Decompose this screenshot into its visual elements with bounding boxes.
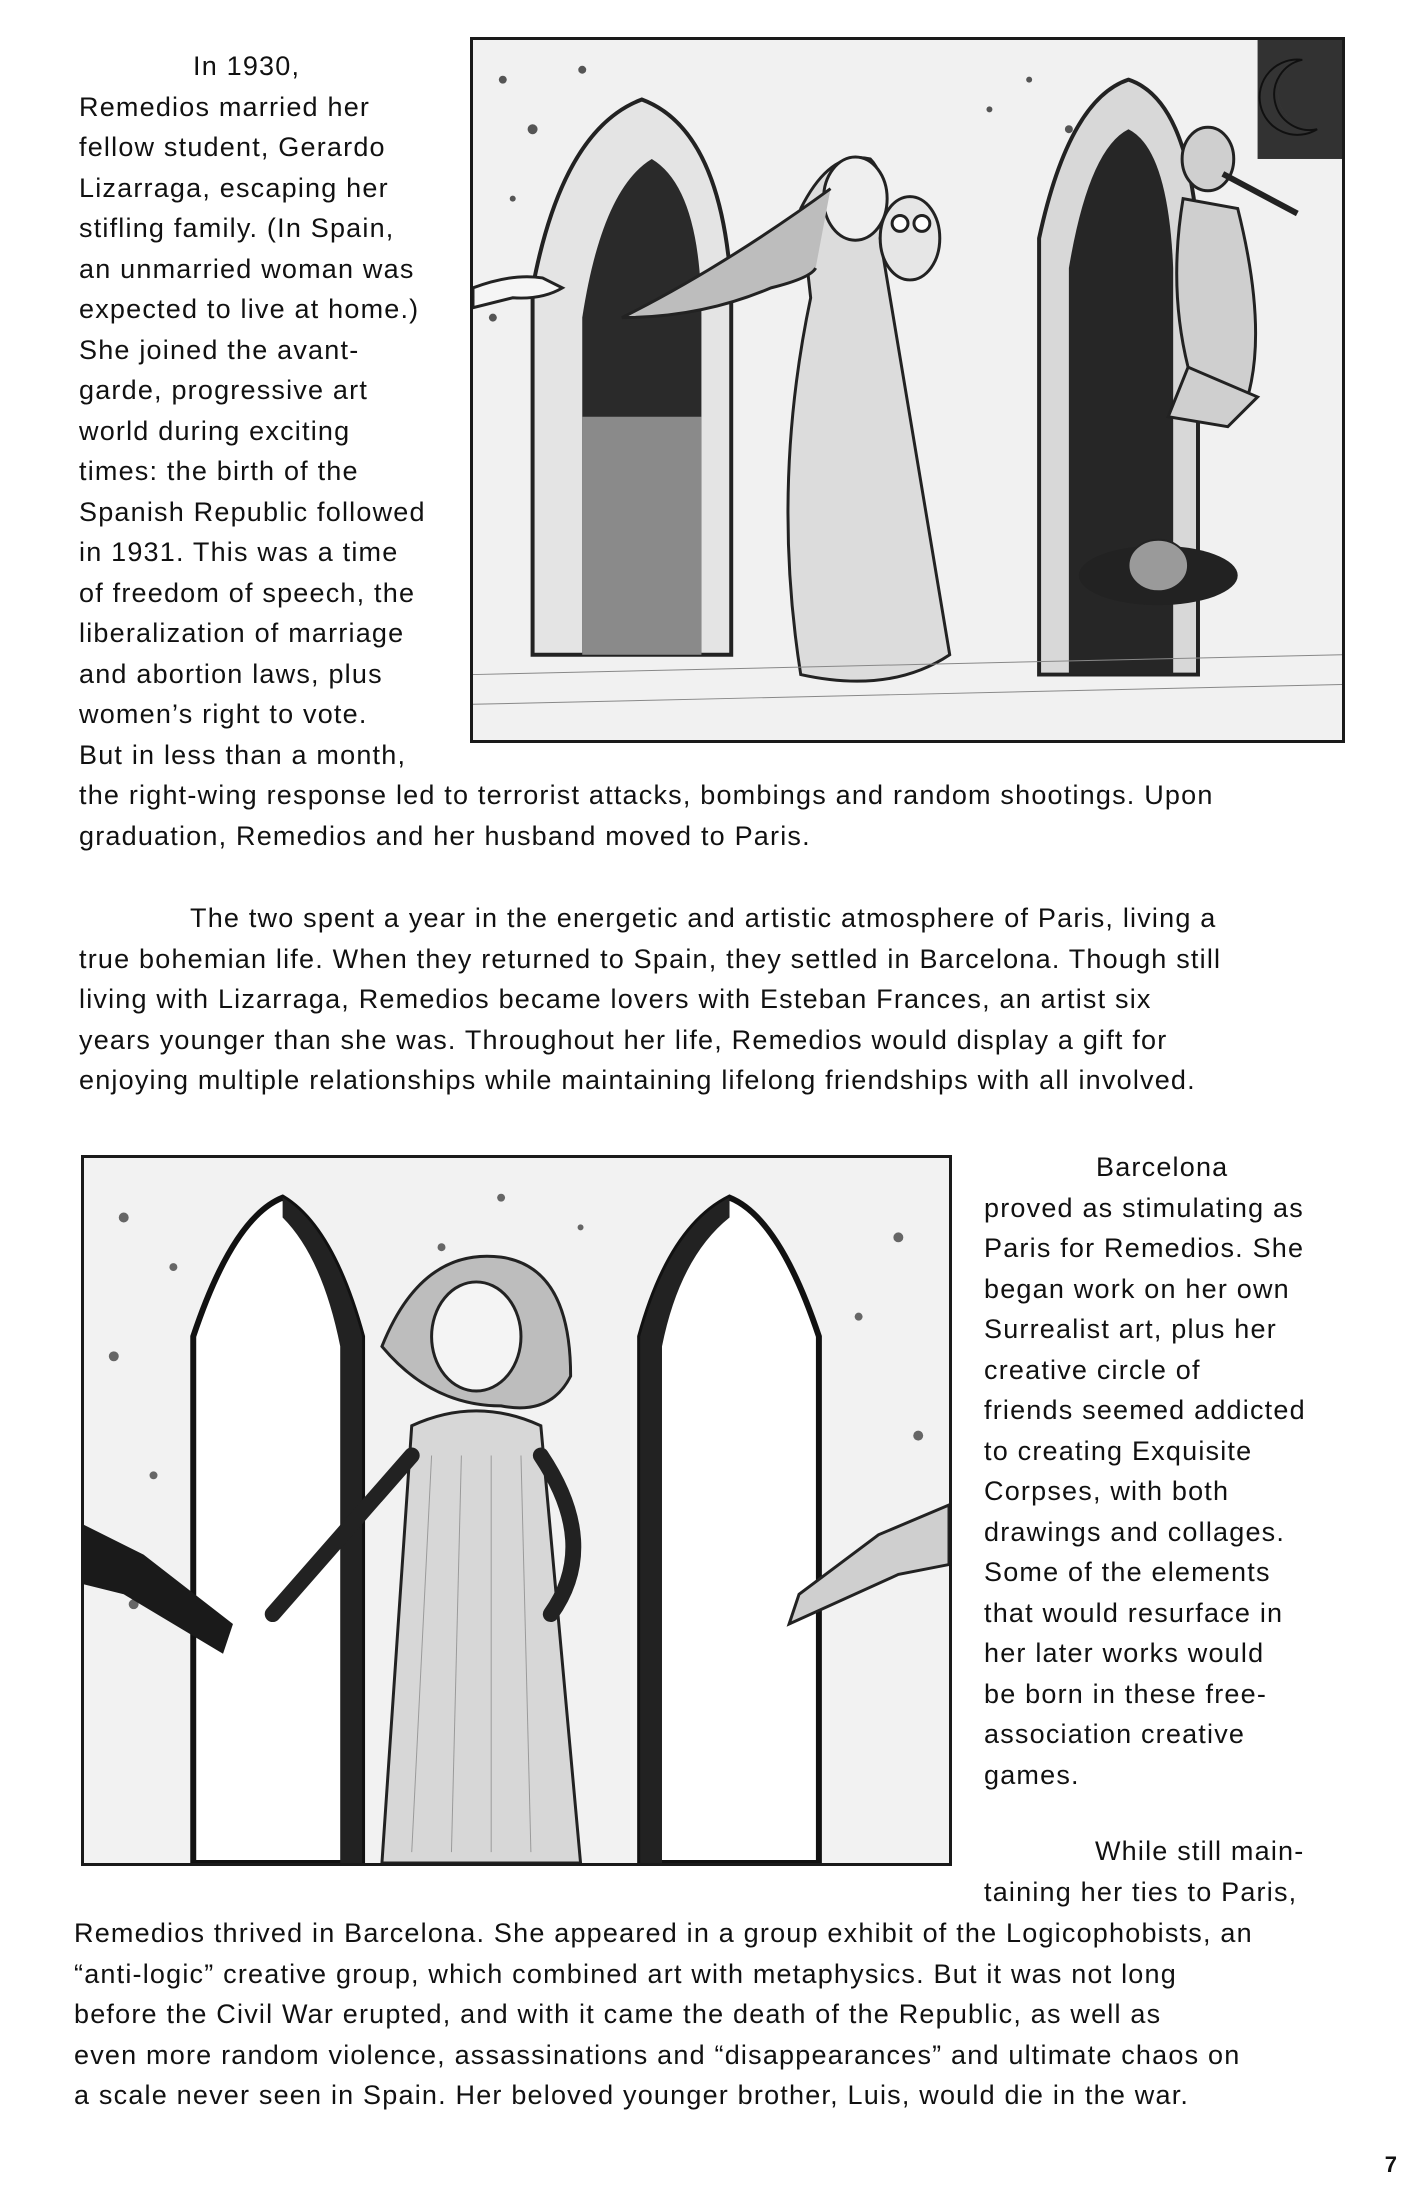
text-line: began work on her own bbox=[984, 1273, 1290, 1304]
text-line: to creating Exquisite bbox=[984, 1435, 1253, 1466]
text-line: expected to live at home.) bbox=[79, 294, 420, 324]
text-line: graduation, Remedios and her husband moved to Paris. bbox=[79, 820, 811, 851]
section4-wrapped-text bbox=[984, 1831, 1304, 1912]
text-line: Remedios married her bbox=[79, 91, 371, 122]
text-line: Spanish Republic followed bbox=[79, 496, 426, 527]
text-line: even more random violence, assassinations and “disappearances” and ultimate chaos on bbox=[74, 2039, 1241, 2070]
section3-wrapped-text bbox=[984, 1147, 1306, 1795]
text-line: taining her ties to Paris, bbox=[984, 1876, 1298, 1907]
text-line: But in less than a month, bbox=[79, 739, 407, 770]
text-line: Paris for Remedios. She bbox=[984, 1233, 1305, 1263]
text-line: true bohemian life. When they returned to Spain, they settled in Barcelona. Though still bbox=[79, 943, 1222, 974]
text-line: years younger than she was. Throughout her life, Remedios would display a gift for bbox=[79, 1024, 1168, 1055]
text-line: games. bbox=[984, 1759, 1080, 1790]
text-line: association creative bbox=[984, 1719, 1246, 1749]
text-line: her later works would bbox=[984, 1638, 1265, 1668]
text-line: Barcelona bbox=[1096, 1152, 1229, 1182]
text-line: While still main- bbox=[1095, 1836, 1305, 1866]
text-line: that would resurface in bbox=[984, 1597, 1284, 1628]
illustration-woman-with-owl-icon bbox=[473, 40, 1342, 740]
illustration-woman-holding-hands bbox=[81, 1155, 952, 1866]
text-line: living with Lizarraga, Remedios became lovers with Esteban Frances, an artist six bbox=[79, 984, 1152, 1014]
text-line: creative circle of bbox=[984, 1354, 1201, 1385]
text-line: women’s right to vote. bbox=[79, 699, 368, 729]
text-line: world during exciting bbox=[79, 415, 351, 446]
text-line: drawings and collages. bbox=[984, 1516, 1286, 1547]
text-line: before the Civil War erupted, and with it came the death of the Republic, as well as bbox=[74, 1999, 1162, 2029]
text-line: Some of the elements bbox=[984, 1557, 1271, 1587]
text-line: She joined the avant- bbox=[79, 334, 360, 365]
text-line: “anti-logic” creative group, which combined art with metaphysics. But it was not long bbox=[74, 1958, 1177, 1989]
illustration-woman-holding-hands-icon bbox=[84, 1158, 949, 1863]
text-line: Remedios thrived in Barcelona. She appeared in a group exhibit of the Logicophobists, an bbox=[74, 1918, 1253, 1948]
text-line: friends seemed addicted bbox=[984, 1395, 1306, 1425]
text-line: proved as stimulating as bbox=[984, 1192, 1304, 1223]
text-line: In 1930, bbox=[193, 51, 301, 81]
text-line: and abortion laws, plus bbox=[79, 658, 383, 689]
text-line: Corpses, with both bbox=[984, 1476, 1230, 1506]
text-line: a scale never seen in Spain. Her beloved younger brother, Luis, would die in the war. bbox=[74, 2080, 1190, 2110]
text-line: garde, progressive art bbox=[79, 375, 369, 405]
section1-wrapped-text bbox=[79, 46, 426, 775]
text-line: The two spent a year in the energetic and artistic atmosphere of Paris, living a bbox=[190, 903, 1217, 933]
text-line: Surrealist art, plus her bbox=[984, 1314, 1277, 1344]
text-line: Lizarraga, escaping her bbox=[79, 172, 389, 203]
text-line: enjoying multiple relationships while maintaining lifelong friendships with all involved. bbox=[79, 1065, 1196, 1095]
text-line: of freedom of speech, the bbox=[79, 577, 416, 608]
text-line: the right-wing response led to terrorist attacks, bombings and random shootings. Upon bbox=[79, 780, 1214, 810]
text-line: liberalization of marriage bbox=[79, 618, 405, 648]
text-line: times: the birth of the bbox=[79, 456, 359, 486]
text-line: fellow student, Gerardo bbox=[79, 132, 386, 162]
text-line: be born in these free- bbox=[984, 1678, 1268, 1709]
section1-full-text bbox=[79, 775, 1214, 856]
text-line: in 1931. This was a time bbox=[79, 537, 399, 567]
text-line: an unmarried woman was bbox=[79, 253, 415, 284]
section2-paragraph bbox=[79, 898, 1221, 1101]
text-line: stifling family. (In Spain, bbox=[79, 213, 395, 243]
illustration-woman-with-owl bbox=[470, 37, 1345, 743]
page-number: 7 bbox=[1384, 2152, 1397, 2177]
section4-full-text bbox=[74, 1913, 1253, 2116]
